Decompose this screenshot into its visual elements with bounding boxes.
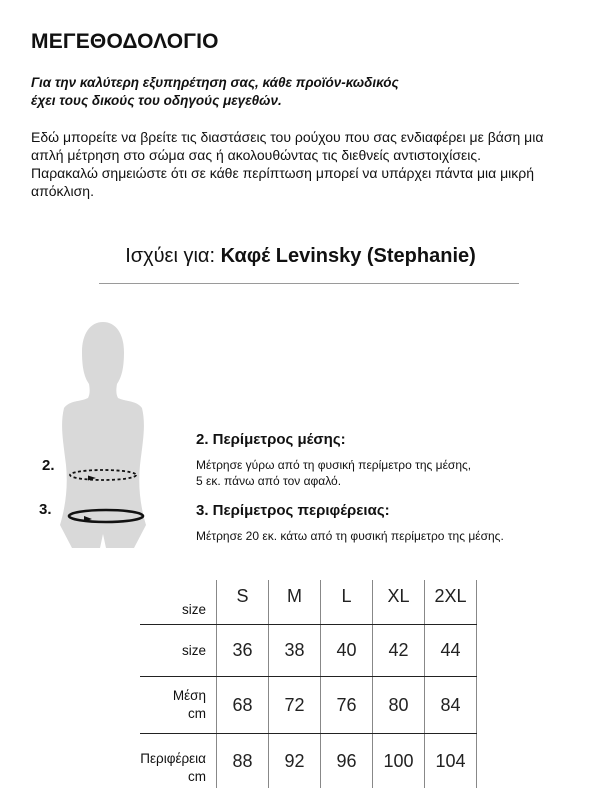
waist-heading: 2. Περίμετρος μέσης: — [196, 431, 346, 448]
intro-text — [31, 128, 571, 200]
product-name: Καφέ Levinsky (Stephanie) — [220, 245, 476, 267]
intro-paragraph-2: Παρακαλώ σημειώστε ότι σε κάθε περίπτωση μπορεί να υπάρχει πάντα μια μικρή απόκλιση. — [31, 165, 535, 199]
intro-paragraph-1: Εδώ μπορείτε να βρείτε τις διαστάσεις του ρούχου που σας ενδιαφέρει με βάση μια απλή μέτρηση στο σώμα σας ή ακολουθώντας τις διεθνείς αντιστοιχίσεις. — [31, 129, 544, 163]
applies-prefix: Ισχύει για: — [125, 245, 221, 267]
intro-highlight-line-1: Για την καλύτερη εξυπηρέτηση σας, κάθε προϊόν-κωδικός — [31, 75, 399, 90]
table-cell: 84 — [425, 677, 477, 734]
row-header: size — [140, 580, 217, 625]
silhouette-icon — [0, 300, 200, 560]
row-header: Μέση cm — [140, 677, 217, 734]
table-cell: 68 — [217, 677, 269, 734]
hip-marker-label: 3. — [39, 501, 52, 518]
body-figure — [0, 300, 200, 560]
table-cell: 42 — [373, 625, 425, 677]
table-cell: XL — [373, 580, 425, 625]
table-cell: S — [217, 580, 269, 625]
intro-highlight — [31, 74, 551, 110]
table-cell: 80 — [373, 677, 425, 734]
table-cell: 44 — [425, 625, 477, 677]
divider — [99, 283, 519, 284]
table-row — [140, 625, 477, 677]
table-cell: 88 — [217, 734, 269, 789]
table-cell: 76 — [321, 677, 373, 734]
row-header: Περιφέρεια cm — [140, 751, 206, 784]
table-cell: 38 — [269, 625, 321, 677]
table-cell: 100 — [373, 734, 425, 789]
row-header: size — [140, 625, 217, 677]
table-cell: 92 — [269, 734, 321, 789]
table-row — [140, 734, 477, 789]
hip-heading: 3. Περίμετρος περιφέρειας: — [196, 502, 390, 519]
waist-description-line-2: 5 εκ. πάνω από τον αφαλό. — [196, 474, 342, 488]
table-cell: 36 — [217, 625, 269, 677]
hip-description: Μέτρησε 20 εκ. κάτω από τη φυσική περίμετρο της μέσης. — [196, 529, 504, 543]
table-cell: 72 — [269, 677, 321, 734]
table-cell: L — [321, 580, 373, 625]
table-row — [140, 677, 477, 734]
size-table — [140, 580, 477, 788]
intro-highlight-line-2: έχει τους δικούς του οδηγούς μεγεθών. — [31, 93, 282, 108]
waist-marker-label: 2. — [42, 457, 55, 474]
applies-to-line — [0, 245, 601, 268]
waist-description-line-1: Μέτρησε γύρω από τη φυσική περίμετρο της μέσης, — [196, 458, 472, 472]
table-cell: 40 — [321, 625, 373, 677]
table-cell: 104 — [425, 734, 477, 789]
table-cell: 2XL — [425, 580, 477, 625]
waist-description — [196, 457, 471, 489]
table-cell: M — [269, 580, 321, 625]
page-title: ΜΕΓΕΘΟΔΟΛΟΓΙΟ — [31, 30, 219, 53]
table-cell: 96 — [321, 734, 373, 789]
table-row — [140, 580, 477, 625]
